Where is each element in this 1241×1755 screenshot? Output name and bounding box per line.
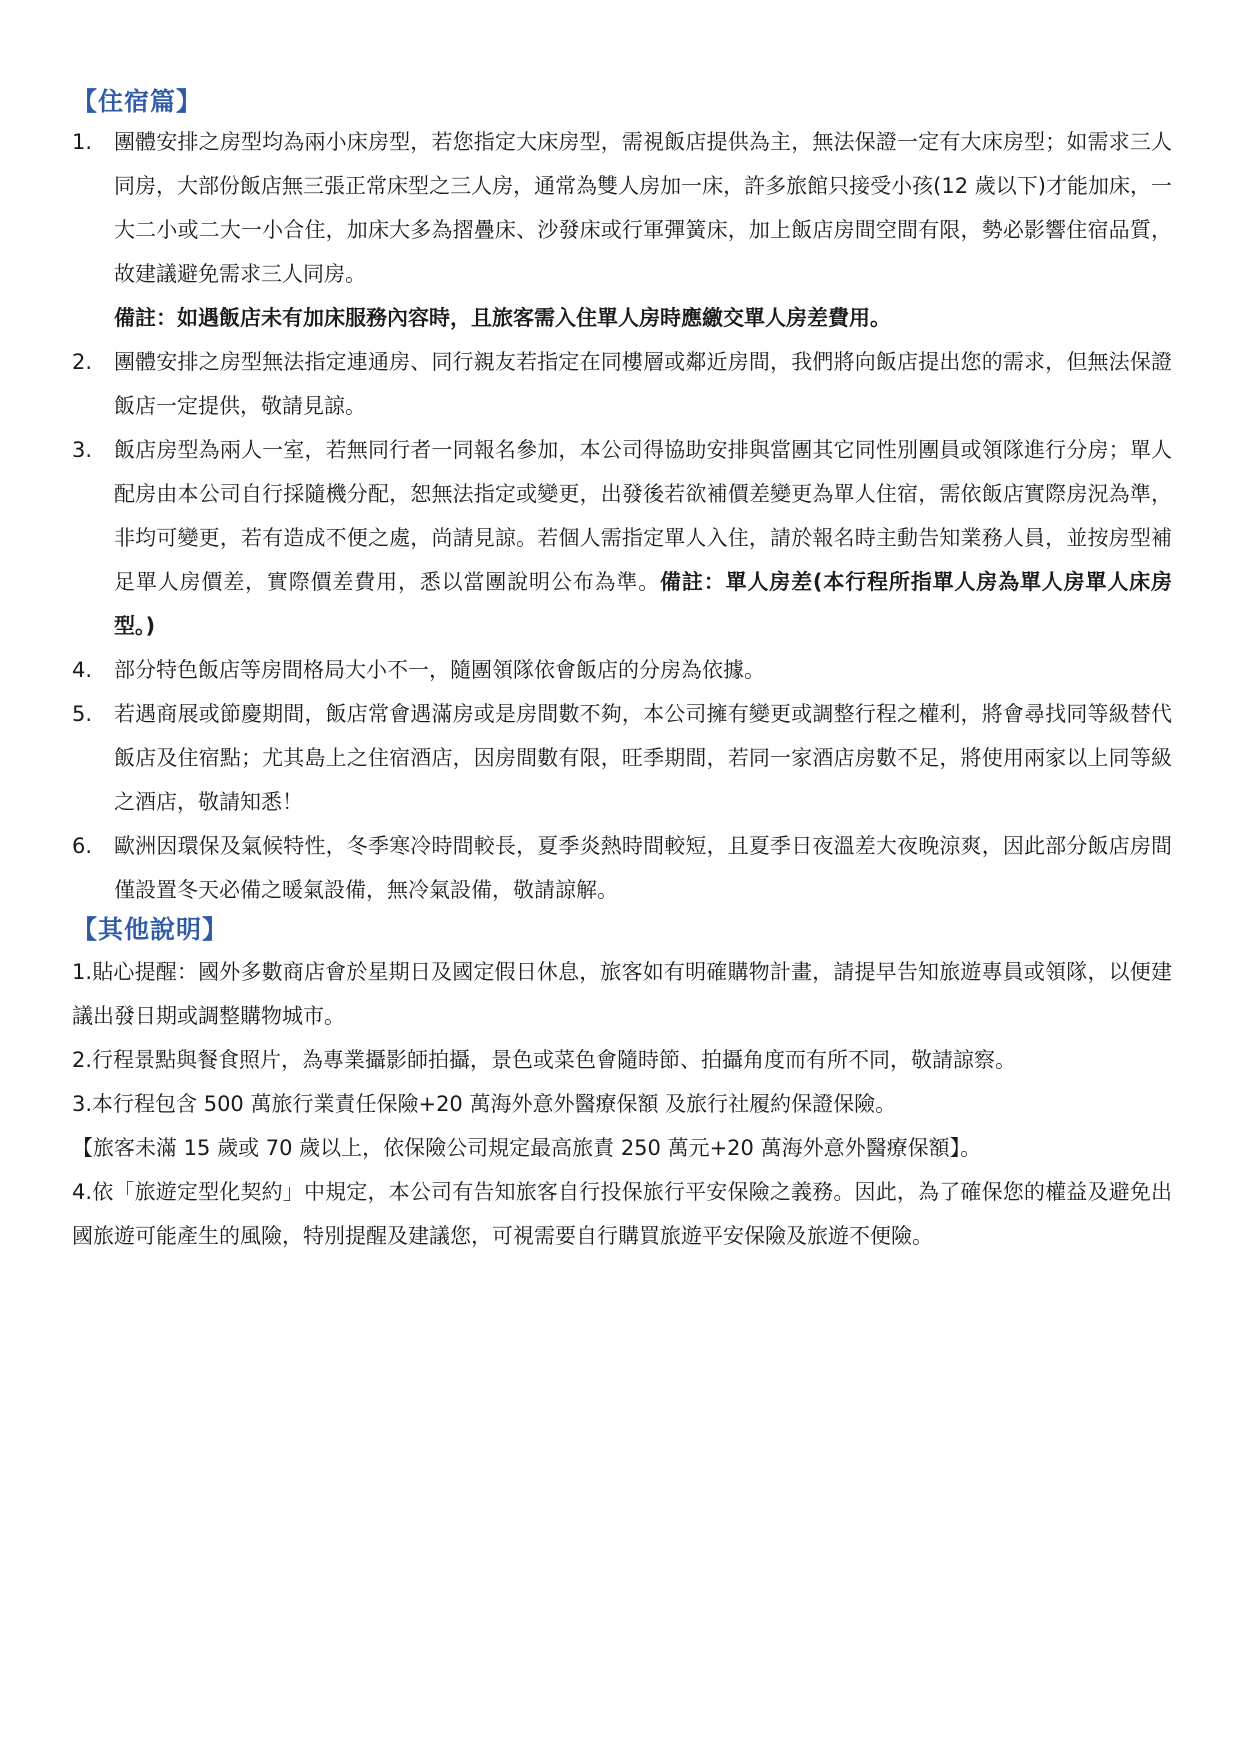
lodging-item-3: [72, 428, 1172, 648]
lodging-item-5: [72, 692, 1172, 824]
item-text: 若遇商展或節慶期間，飯店常會遇滿房或是房間數不夠，本公司擁有變更或調整行程之權利，將會尋找同等級替代飯店及住宿點；尤其島上之住宿酒店，因房間數有限，旺季期間，若同一家酒店房數不足，將使用兩家以上同等級之酒店，敬請知悉！: [114, 702, 1172, 814]
item-text: 團體安排之房型均為兩小床房型，若您指定大床房型，需視飯店提供為主，無法保證一定有大床房型；如需求三人同房，大部份飯店無三張正常床型之三人房，通常為雙人房加一床，許多旅館只接受小孩(12 歲以下)才能加床，一大二小或二大一小合住，加床大多為摺疊床、沙發床或行軍彈簧床，加上飯店房間空間有限，勢必影響住宿品質，故建議避免需求三人同房。: [114, 130, 1172, 286]
other-paragraph-3: 3.本行程包含 500 萬旅行業責任保險+20 萬海外意外醫療保額 及旅行社履約保證保險。: [72, 1092, 897, 1116]
item-number: 6.: [72, 834, 93, 858]
item-number: 1.: [72, 130, 93, 154]
item-number: 4.: [72, 658, 93, 682]
item-text: 團體安排之房型無法指定連通房、同行親友若指定在同樓層或鄰近房間，我們將向飯店提出您的需求，但無法保證飯店一定提供，敬請見諒。: [114, 350, 1172, 418]
other-notes: [72, 950, 1172, 1258]
item-number: 5.: [72, 702, 93, 726]
lodging-section-title: 【住宿篇】: [72, 87, 203, 116]
item-number: 3.: [72, 438, 93, 462]
item-number: 2.: [72, 350, 93, 374]
other-paragraph-4: 【旅客未滿 15 歲或 70 歲以上，依保險公司規定最高旅責 250 萬元+20 萬海外意外醫療保額】。: [72, 1136, 982, 1160]
lodging-item-6: [72, 824, 1172, 912]
item-text: 歐洲因環保及氣候特性，冬季寒冷時間較長，夏季炎熱時間較短，且夏季日夜溫差大夜晚涼爽，因此部分飯店房間僅設置冬天必備之暖氣設備，無冷氣設備，敬請諒解。: [114, 834, 1172, 902]
other-paragraph-1: 1.貼心提醒：國外多數商店會於星期日及國定假日休息，旅客如有明確購物計畫，請提早告知旅遊專員或領隊，以便建議出發日期或調整購物城市。: [72, 960, 1172, 1028]
item-note: 備註：單人房差(本行程所指單人房為單人房單人床房型。): [114, 570, 1172, 638]
lodging-item-1: [72, 120, 1172, 340]
lodging-item-2: [72, 340, 1172, 428]
item-text: 部分特色飯店等房間格局大小不一，隨團領隊依會飯店的分房為依據。: [114, 658, 765, 682]
item-text: 飯店房型為兩人一室，若無同行者一同報名參加，本公司得協助安排與當團其它同性別團員或領隊進行分房；單人配房由本公司自行採隨機分配，恕無法指定或變更，出發後若欲補價差變更為單人住宿，需依飯店實際房況為準，非均可變更，若有造成不便之處，尚請見諒。若個人需指定單人入住，請於報名時主動告知業務人員，並按房型補足單人房價差，實際價差費用，悉以當團說明公布為準。: [114, 438, 1172, 594]
lodging-item-4: [72, 648, 1172, 692]
other-paragraph-5: 4.依「旅遊定型化契約」中規定，本公司有告知旅客自行投保旅行平安保險之義務。因此，為了確保您的權益及避免出國旅遊可能產生的風險，特別提醒及建議您，可視需要自行購買旅遊平安保險及旅遊不便險。: [72, 1180, 1172, 1248]
lodging-list: [72, 120, 1172, 912]
item-note: 備註：如遇飯店未有加床服務內容時，且旅客需入住單人房時應繳交單人房差費用。: [114, 306, 891, 330]
other-section-title: 【其他說明】: [72, 915, 229, 944]
other-paragraph-2: 2.行程景點與餐食照片，為專業攝影師拍攝，景色或菜色會隨時節、拍攝角度而有所不同，敬請諒察。: [72, 1048, 1017, 1072]
